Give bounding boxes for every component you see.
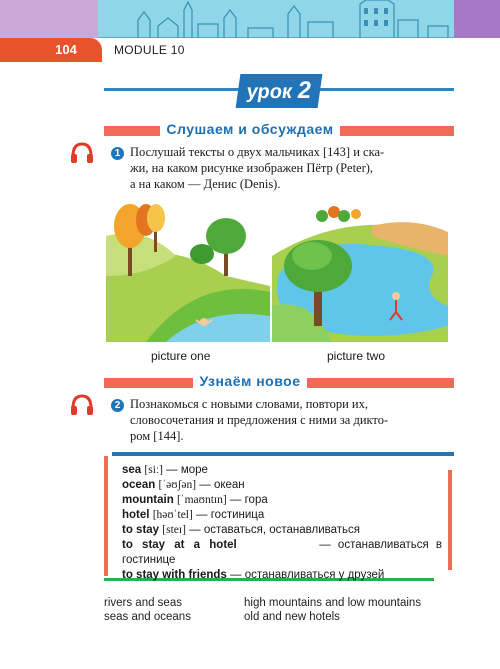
vocab-word: ocean	[122, 479, 156, 491]
phrase: old and new hotels	[244, 611, 340, 623]
vocab-translation: гостинице	[122, 554, 176, 566]
task2-line: словосочетания и предложения с ними за дикто-	[130, 413, 389, 427]
vocab-row	[122, 553, 442, 568]
picture-two-illustration	[272, 196, 448, 342]
vocab-word: to stay at a hotel	[122, 539, 237, 551]
task1-line: Послушай тексты о двух мальчиках [143] и ска-	[130, 145, 385, 159]
vocab-row	[122, 493, 442, 508]
picture-one-caption: picture one	[151, 349, 211, 363]
task1-text	[130, 144, 454, 192]
section2-title-wrap	[0, 373, 500, 391]
picture-one-illustration	[106, 196, 270, 342]
vocab-word: sea	[122, 464, 142, 476]
vocab-translation: — гостиница	[196, 509, 265, 521]
vocab-word: hotel	[122, 509, 150, 521]
section1-title-wrap	[0, 121, 500, 139]
lesson-badge	[236, 74, 323, 108]
vocab-transcription: [siː]	[144, 464, 163, 476]
task2-text	[130, 396, 454, 444]
vocab-translation: — останавливаться в	[319, 539, 442, 551]
vocab-row	[122, 463, 442, 478]
phrase: high mountains and low mountains	[244, 597, 422, 609]
vocab-translation: — океан	[199, 479, 245, 491]
vocab-right-rule	[448, 470, 452, 570]
task2-number: 2	[111, 399, 124, 412]
vocab-row	[122, 538, 442, 553]
vocab-word: mountain	[122, 494, 174, 506]
task1-number: 1	[111, 147, 124, 160]
vocab-word: to stay with friends	[122, 569, 227, 581]
vocab-word: to stay	[122, 524, 160, 536]
section1-title: Слушаем и обсуждаем	[160, 121, 339, 137]
task2-line: ром [144].	[130, 429, 184, 443]
vocab-top-rule	[112, 452, 454, 456]
section2-title: Узнаём новое	[193, 373, 306, 389]
phrases-right	[244, 596, 421, 624]
module-label: MODULE 10	[114, 43, 185, 57]
vocab-transcription: [ˈmaʊntɪn]	[176, 494, 227, 506]
vocab-translation: — море	[166, 464, 208, 476]
task2-line: Познакомься с новыми словами, повтори их,	[130, 397, 368, 411]
task1-line: а на каком — Денис (Denis).	[130, 177, 281, 191]
vocab-transcription: [steɪ]	[162, 524, 186, 536]
page-number: 104	[30, 38, 102, 62]
headphones-icon[interactable]	[70, 394, 94, 416]
vocab-left-rule	[104, 456, 108, 576]
vocab-translation: — оставаться, останавливаться	[189, 524, 361, 536]
vocab-translation: — останавливаться у друзей	[230, 569, 385, 581]
headphones-icon[interactable]	[70, 142, 94, 164]
lesson-word: урок	[245, 81, 294, 103]
phrases-left	[104, 596, 191, 624]
vocab-row	[122, 523, 442, 538]
phrase: rivers and seas	[104, 597, 182, 609]
vocab-transcription: [həʊˈtel]	[152, 509, 193, 521]
task1-line: жи, на каком рисунке изображен Пётр (Peter),	[130, 161, 374, 175]
vocab-row	[122, 478, 442, 493]
vocab-row	[122, 508, 442, 523]
lesson-number: 2	[295, 77, 314, 104]
vocab-row	[122, 568, 442, 583]
vocab-translation: — гора	[229, 494, 268, 506]
vocab-list	[122, 463, 442, 583]
phrase: seas and oceans	[104, 611, 191, 623]
picture-two-caption: picture two	[327, 349, 386, 363]
vocab-transcription: [ˈəʊʃən]	[158, 479, 197, 491]
